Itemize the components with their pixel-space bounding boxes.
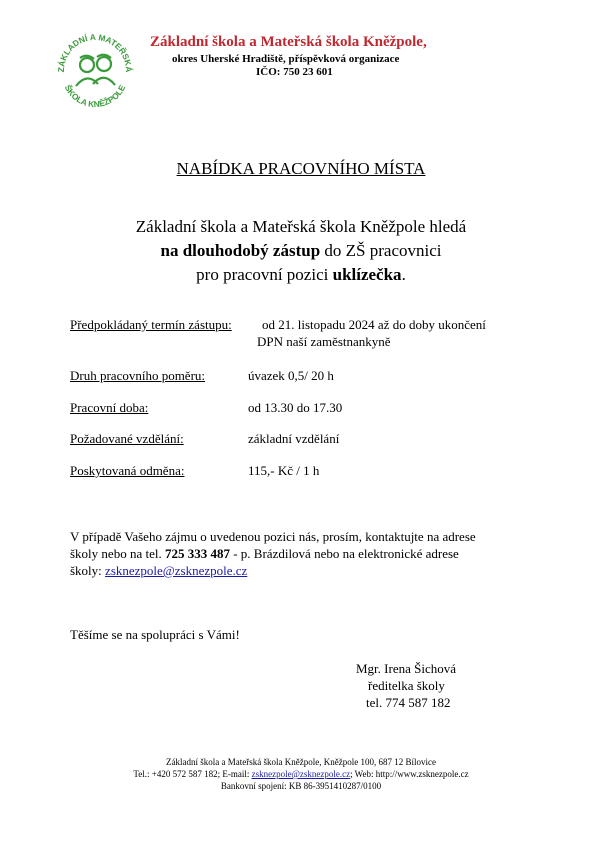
intro-line-1: Základní škola a Mateřská škola Kněžpole hledá — [135, 217, 467, 236]
contact-line-1: V případě Vašeho zájmu o uvedenou pozici nás, prosím, kontaktujte na adrese — [70, 529, 476, 544]
intro-bold-term: na dlouhodobý zástup — [160, 241, 321, 260]
svg-text:ŠKOLA KNĚŽPOLE — [63, 83, 128, 109]
page-title: NABÍDKA PRACOVNÍHO MÍSTA — [176, 159, 426, 178]
education-label: Požadované vzdělání: — [70, 431, 184, 446]
contact-line-2-end: - p. Brázdilová nebo na elektronické adrese — [229, 546, 459, 561]
intro-line-2 — [0, 239, 602, 263]
logo-text-top: ZÁKLADNÍ A MATEŘSKÁ — [55, 31, 135, 73]
contact-paragraph — [70, 528, 540, 579]
intro-line-3-start: pro pracovní pozici — [196, 265, 333, 284]
employment-type-label: Druh pracovního poměru: — [70, 368, 206, 383]
footer-bank: Bankovní spojení: KB 86-3951410287/0100 — [220, 781, 382, 791]
signature-block — [356, 660, 456, 711]
svg-text:ZÁKLADNÍ A MATEŘSKÁ — [55, 32, 135, 73]
employment-type-value: úvazek 0,5/ 20 h — [248, 368, 334, 383]
pay-label: Poskytovaná odměna: — [70, 463, 185, 478]
start-date-value-line-2: DPN naší zaměstnankyně — [257, 334, 391, 349]
contact-phone: 725 333 487 — [164, 546, 230, 561]
working-hours-value: od 13.30 do 17.30 — [248, 400, 343, 415]
signature-role: ředitelka školy — [368, 678, 445, 693]
footer-email-link[interactable]: zsknezpole@zsknezpole.cz — [251, 769, 351, 779]
contact-line-2 — [70, 545, 540, 562]
contact-line-2-start: školy nebo na tel. — [70, 546, 165, 561]
intro-line-3-end: . — [401, 265, 406, 284]
contact-line-3-start: školy: — [70, 563, 106, 578]
intro-line-3 — [0, 263, 602, 287]
start-date-label: Předpokládaný termín zástupu: — [70, 317, 232, 332]
footer-address: Základní škola a Mateřská škola Kněžpole, Kněžpole 100, 687 12 Bílovice — [166, 757, 436, 767]
contact-line-3 — [70, 562, 540, 579]
education-value: základní vzdělání — [248, 431, 340, 446]
signature-phone: tel. 774 587 182 — [366, 695, 451, 710]
school-logo — [52, 28, 138, 114]
intro-line-2-rest: do ZŠ pracovnici — [320, 241, 442, 260]
footer-contact — [0, 769, 602, 779]
footer-contact-start: Tel.: +420 572 587 182; E-mail: — [133, 769, 252, 779]
logo-text-bottom: ŠKOLA KNĚŽPOLE — [62, 83, 128, 110]
children-figures-icon — [76, 55, 115, 86]
closing-text: Těšíme se na spolupráci s Vámi! — [70, 627, 240, 642]
working-hours-label: Pracovní doba: — [70, 400, 149, 415]
school-address: okres Uherské Hradiště, příspěvková organizace — [172, 53, 400, 65]
contact-email-link[interactable]: zsknezpole@zsknezpole.cz — [105, 563, 248, 578]
school-ico: IČO: 750 23 601 — [256, 66, 333, 78]
intro-position: uklízečka — [332, 265, 402, 284]
signature-name: Mgr. Irena Šichová — [356, 661, 457, 676]
footer-contact-end: ; Web: http://www.zsknezpole.cz — [350, 769, 469, 779]
school-name: Základní škola a Mateřská škola Kněžpole, — [150, 34, 427, 50]
start-date-value-line-1: od 21. listopadu 2024 až do doby ukončení — [262, 317, 486, 332]
pay-value: 115,- Kč / 1 h — [248, 463, 320, 478]
intro-paragraph — [0, 215, 602, 287]
